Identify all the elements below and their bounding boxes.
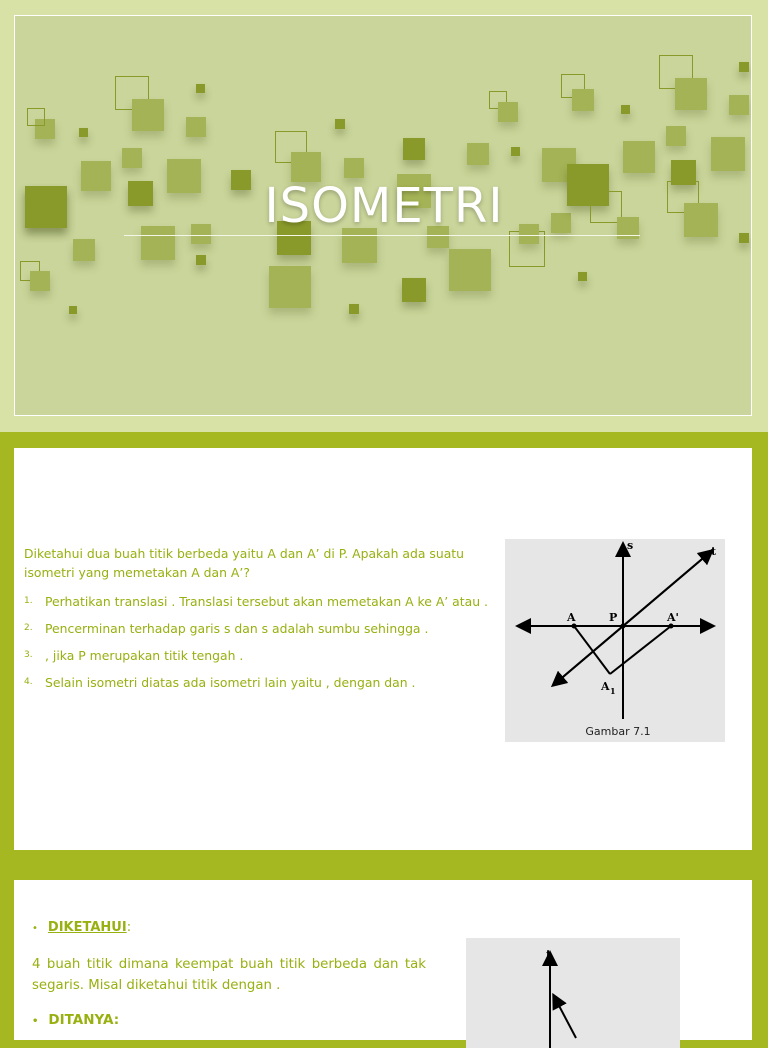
list-number: 3. [24,650,33,660]
decor-square [623,141,655,173]
decor-square [69,306,77,314]
label-a1-subscript: 1 [610,686,616,696]
numbered-list [24,594,494,702]
diketahui-colon: : [126,920,132,935]
figure-caption: Gambar 7.1 [585,725,651,738]
decor-square [711,137,745,171]
decor-square [511,147,520,156]
decor-square [739,233,749,243]
decor-square [122,148,142,168]
list-text: , jika P merupakan titik tengah . [45,648,244,663]
title-slide [0,0,768,432]
bullet-dot: • [32,1016,39,1027]
segment [556,1000,576,1038]
decor-square [27,108,45,126]
decor-square [729,95,749,115]
ditanya-label: DITANYA: [48,1012,120,1028]
decor-square [498,102,518,122]
diketahui-paragraph: 4 buah titik dimana keempat buah titik berbeda dan tak segaris. Misal diketahui titik dengan . [32,957,426,993]
decor-square [344,158,364,178]
segment-a-a1 [574,626,610,674]
decor-square [79,128,88,137]
decor-square [449,249,491,291]
bullet-diketahui [32,920,131,935]
list-number: 2. [24,623,33,633]
decor-square [402,278,426,302]
decor-square [467,143,489,165]
decor-square [132,99,164,131]
label-a: A [567,611,576,624]
decor-square [335,119,345,129]
title-underline [124,235,640,236]
list-text: Pencerminan terhadap garis s dan s adalah sumbu sehingga . [45,621,429,636]
decor-square [196,84,205,93]
decor-square [572,89,594,111]
label-a-prime: A' [667,611,679,624]
point-a [572,624,577,629]
bullet-ditanya [32,1012,119,1028]
list-number: 4. [24,677,33,687]
decor-square [349,304,359,314]
decor-square [675,78,707,110]
list-item [24,621,494,648]
list-text: Perhatikan translasi . Translasi tersebut akan memetakan A ke A’ atau . [45,594,488,609]
bullet-dot: • [32,923,38,934]
decor-square [403,138,425,160]
list-item [24,675,494,702]
decor-square [269,266,311,308]
decor-square [196,255,206,265]
label-s: s [627,539,634,552]
decor-square [578,272,587,281]
point-p [621,624,626,629]
slide-title: ISOMETRI [264,178,504,234]
decor-square [73,239,95,261]
list-item [24,648,494,675]
point-a-prime [669,624,674,629]
content-slide-1 [14,448,752,850]
content-slide-2 [14,880,752,1040]
label-a1: A [601,680,610,693]
geometry-diagram-2 [466,938,680,1048]
list-number: 1. [24,596,33,606]
geometry-diagram [505,539,725,742]
decor-square [666,126,686,146]
line-t-back [557,554,708,682]
figure-2 [466,938,680,1048]
label-t: t [711,545,717,558]
label-t: t [546,948,552,961]
list-item [24,594,494,621]
list-text: Selain isometri diatas ada isometri lain yaitu , dengan dan . [45,675,416,690]
decor-square [30,271,50,291]
decor-square [739,62,749,72]
diketahui-label: DIKETAHUI [47,920,127,935]
segment-a1-a-prime [610,626,671,674]
decor-square [186,117,206,137]
figure-7-1 [505,539,725,742]
intro-text: Diketahui dua buah titik berbeda yaitu A dan A’ di P. Apakah ada suatu isometri yang memetakan A dan A’? [24,546,464,580]
decor-square [621,105,630,114]
label-p: P [609,611,618,624]
